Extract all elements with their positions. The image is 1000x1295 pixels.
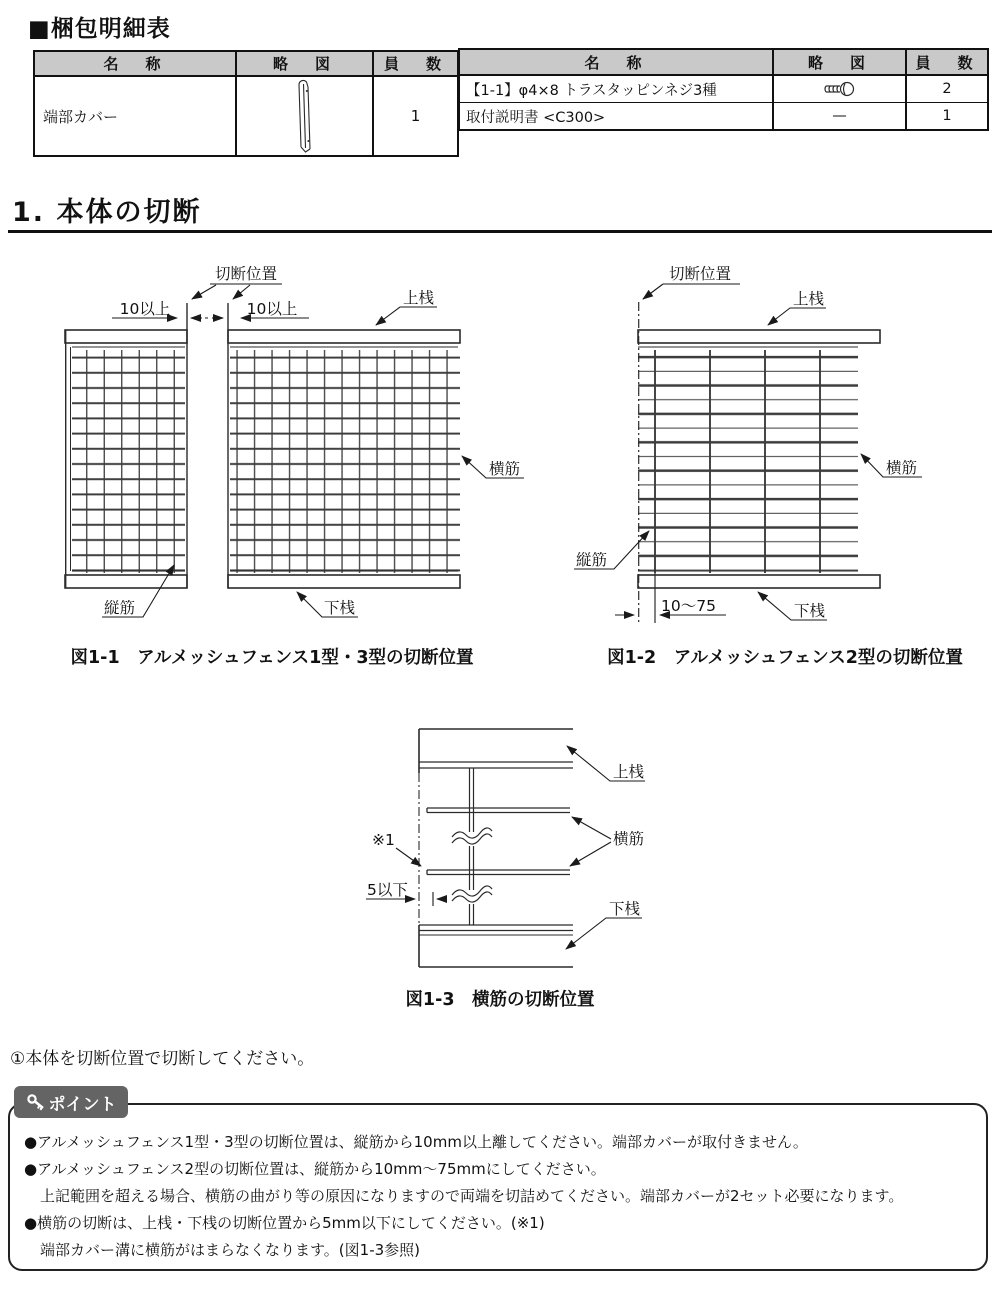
part-sketch-dash: — bbox=[774, 103, 907, 129]
table-row bbox=[460, 74, 987, 102]
point-line: 上記範囲を超える場合、横筋の曲がり等の原因になりますので両端を切詰めてください。端部カバーが2セット必要になります。 bbox=[40, 1187, 904, 1205]
figure-caption: 図1-1 アルメッシュフェンス1型・3型の切断位置 bbox=[70, 648, 474, 668]
dim-5-label: 5以下 bbox=[367, 881, 408, 899]
part-name: 【1-1】φ4×8 トラスタッピンネジ3種 bbox=[460, 76, 774, 102]
point-line: ●アルメッシュフェンス1型・3型の切断位置は、縦筋から10mm以上離してください。端部カバーが取付きません。 bbox=[24, 1133, 808, 1151]
figure-1-3 bbox=[330, 715, 730, 1015]
part-name: 端部カバー bbox=[35, 77, 237, 155]
leader-lines bbox=[396, 746, 645, 949]
bottom-rail-label: 下桟 bbox=[794, 602, 826, 620]
vertical-wire-section bbox=[452, 768, 492, 925]
figure-1-2 bbox=[560, 255, 1000, 670]
fence-structure bbox=[638, 302, 880, 623]
section-title-underline bbox=[8, 230, 992, 233]
bottom-rail-label: 下桟 bbox=[609, 900, 641, 918]
cut-position-label: 切断位置 bbox=[214, 265, 278, 283]
figure-caption: 図1-3 横筋の切断位置 bbox=[405, 990, 595, 1010]
end-cover-sketch bbox=[290, 78, 320, 154]
figure-1-1 bbox=[0, 255, 560, 670]
dim-right-label: 10以上 bbox=[246, 300, 298, 318]
point-badge bbox=[14, 1086, 128, 1118]
packing-table-left bbox=[33, 50, 459, 157]
note-1-label: ※1 bbox=[372, 831, 395, 849]
col-header-name: 名 称 bbox=[35, 52, 237, 75]
part-qty: 1 bbox=[942, 108, 952, 124]
horizontal-wire-label: 横筋 bbox=[613, 830, 645, 848]
vertical-wire-label: 縦筋 bbox=[576, 551, 608, 569]
part-name: 取付説明書 <C300> bbox=[460, 103, 774, 129]
top-rail-label: 上桟 bbox=[793, 290, 825, 308]
packing-table-right bbox=[458, 48, 989, 131]
section-title: 1. 本体の切断 bbox=[12, 197, 202, 228]
vertical-wire-label: 縦筋 bbox=[104, 599, 136, 617]
step-1-instruction: ①本体を切断位置で切断してください。 bbox=[10, 1049, 315, 1069]
table-row bbox=[460, 102, 987, 129]
point-line: 端部カバー溝に横筋がはまらなくなります。(図1-3参照) bbox=[40, 1241, 421, 1259]
dim-left-label: 10以上 bbox=[119, 300, 171, 318]
horizontal-wire-label: 横筋 bbox=[886, 459, 918, 477]
figure-caption: 図1-2 アルメッシュフェンス2型の切断位置 bbox=[607, 648, 963, 668]
point-box bbox=[8, 1103, 988, 1271]
top-rail-label: 上桟 bbox=[613, 763, 645, 781]
horizontal-bars bbox=[427, 808, 570, 875]
point-badge-label: ポイント bbox=[48, 1094, 117, 1115]
point-line: ●アルメッシュフェンス2型の切断位置は、縦筋から10mm〜75mmにしてください。 bbox=[24, 1160, 606, 1178]
part-sketch-cell bbox=[237, 77, 374, 155]
rail-section bbox=[419, 729, 573, 967]
key-icon bbox=[26, 1092, 46, 1112]
part-sketch-cell bbox=[774, 76, 907, 102]
part-qty: 1 bbox=[410, 107, 421, 125]
dim-10-75-label: 10〜75 bbox=[661, 597, 716, 615]
truss-screw-sketch bbox=[823, 80, 857, 98]
cut-position-label: 切断位置 bbox=[668, 265, 732, 283]
col-header-name: 名 称 bbox=[460, 50, 774, 74]
top-rail-label: 上桟 bbox=[403, 289, 435, 307]
point-line: ●横筋の切断は、上桟・下桟の切断位置から5mm以下にしてください。(※1) bbox=[24, 1214, 545, 1232]
col-header-sketch: 略 図 bbox=[774, 50, 907, 74]
bottom-rail-label: 下桟 bbox=[324, 599, 356, 617]
col-header-qty: 員 数 bbox=[374, 52, 457, 75]
packing-table-left-header bbox=[35, 52, 457, 75]
table-row bbox=[35, 75, 457, 155]
packing-table-right-header bbox=[460, 50, 987, 74]
col-header-sketch: 略 図 bbox=[237, 52, 374, 75]
fence-structure bbox=[65, 303, 460, 588]
packing-list-title: ■梱包明細表 bbox=[28, 16, 171, 42]
part-qty: 2 bbox=[942, 81, 952, 97]
col-header-qty: 員 数 bbox=[907, 50, 987, 74]
horizontal-wire-label: 横筋 bbox=[489, 460, 521, 478]
